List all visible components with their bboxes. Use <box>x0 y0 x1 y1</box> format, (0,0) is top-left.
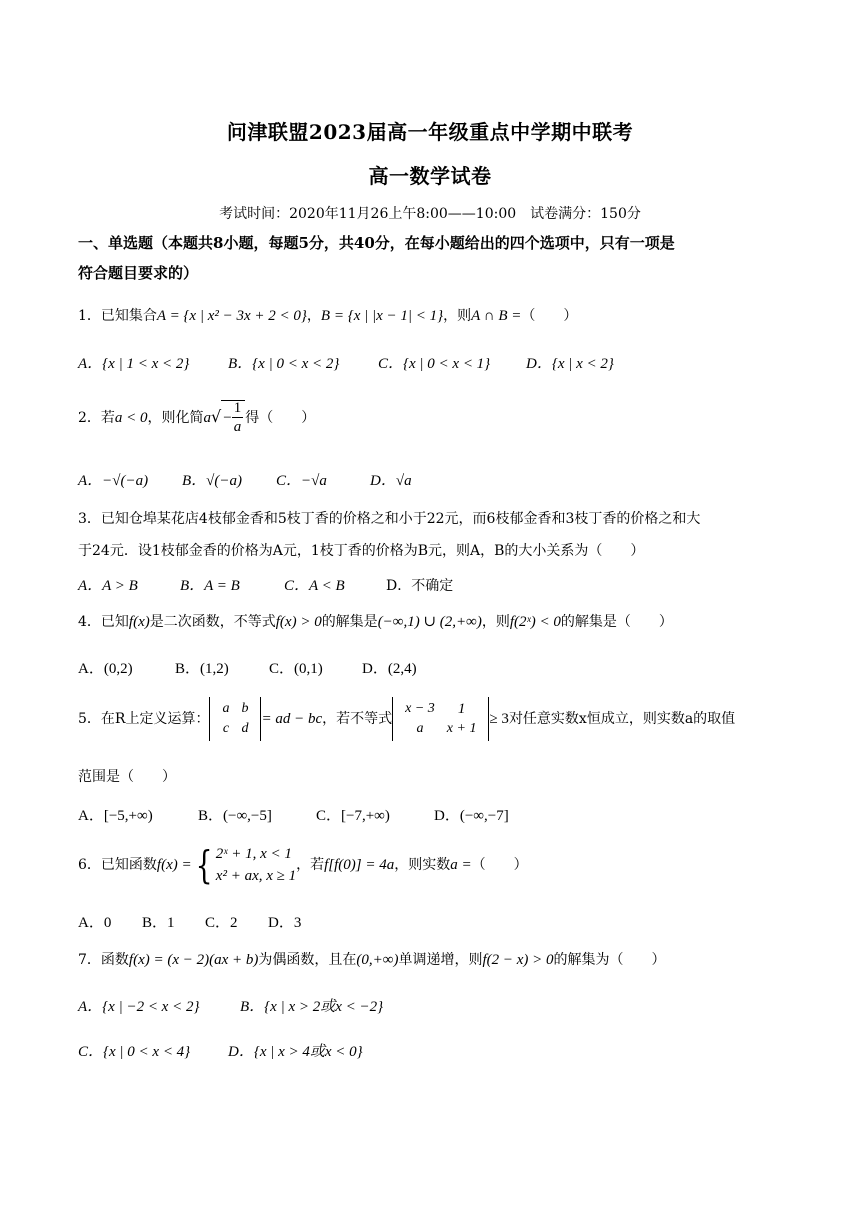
q7-mid1: 为偶函数，且在 <box>258 952 357 968</box>
q4-option-a: A．(0,2) <box>78 661 133 677</box>
q7-option-d: D．{x | x > 4或x < 0} <box>228 1044 363 1060</box>
det-ineq-11: x − 3 <box>405 701 435 716</box>
q4-solution-set: (−∞,1) ∪ (2,+∞) <box>377 614 482 630</box>
question-7-stem <box>78 949 788 969</box>
q5-mid: ，若不等式 <box>322 711 393 727</box>
q4-ask: f(2ˣ) < 0 <box>509 614 561 630</box>
det-ineq-21: a <box>416 721 424 736</box>
q6-case1: 2ˣ + 1, x < 1 <box>215 846 292 862</box>
q7-fx: f(x) = (x − 2)(ax + b) <box>128 952 259 968</box>
q6-mid: ，若 <box>296 857 325 873</box>
q5-determinant-definition <box>209 697 261 741</box>
question-4-options <box>78 657 788 678</box>
q6-option-d: D．3 <box>268 915 302 931</box>
q3-option-b: B．A = B <box>180 578 240 594</box>
question-3-line1: 3．已知仓埠某花店4枝郁金香和5枝丁香的价格之和小于22元，而6枝郁金香和3枝丁香的价格之和大 <box>78 511 701 527</box>
q2-mid: ，则化简 <box>147 410 204 426</box>
q4-mid1: 是二次函数，不等式 <box>149 614 276 630</box>
q5-determinant-inequality <box>392 697 489 741</box>
det-def-b: b <box>241 701 249 716</box>
q7-ask: f(2 − x) > 0 <box>482 952 554 968</box>
q5-option-d: D．(−∞,−7] <box>434 808 509 824</box>
q6-prefix: 6．已知函数 <box>78 857 157 873</box>
q2-suffix: 得（ ） <box>245 410 316 426</box>
question-6-options <box>78 911 788 932</box>
q1-option-d: D．{x | x < 2} <box>526 356 614 372</box>
exam-subtitle: 高一数学试卷 <box>368 164 492 188</box>
question-6-stem <box>78 843 788 887</box>
question-5-options <box>78 804 788 825</box>
q2-option-b: B．√(−a) <box>182 473 243 489</box>
q4-suffix: 的解集是（ ） <box>560 614 673 630</box>
question-4-stem <box>78 611 788 631</box>
q2-option-d: D．√a <box>370 473 412 489</box>
question-5-line2: 范围是（ ） <box>78 769 176 785</box>
exam-title: 问津联盟2023届高一年级重点中学期中联考 <box>226 120 634 144</box>
section-heading <box>78 228 786 288</box>
q6-fx: f(x) = <box>156 857 192 873</box>
q5-def-rhs: = ad − bc <box>261 711 323 727</box>
q4-ineq: f(x) > 0 <box>275 614 322 630</box>
q6-option-a: A．0 <box>78 915 112 931</box>
q4-option-d: D．(2,4) <box>362 661 417 677</box>
question-2-options <box>78 469 788 490</box>
q1-option-b: B．{x | 0 < x < 2} <box>228 356 340 372</box>
question-7-options-row1 <box>78 995 788 1016</box>
q6-ask: a = <box>450 857 472 873</box>
q1-paren: （ ） <box>521 308 578 324</box>
q1-set-a: A = {x | x² − 3x + 2 < 0} <box>156 308 307 324</box>
q1-option-a: A．{x | 1 < x < 2} <box>78 356 190 372</box>
q6-cond: f[f(0)] = 4a <box>324 857 395 873</box>
question-5-stem <box>78 697 788 741</box>
q5-option-a: A．[−5,+∞) <box>78 808 153 824</box>
q7-mid2: 单调递增，则 <box>398 952 483 968</box>
q5-prefix: 5．在R上定义运算： <box>78 711 210 727</box>
q2-prefix: 2．若 <box>78 410 115 426</box>
q4-mid2: 的解集是 <box>321 614 378 630</box>
q3-option-a: A．A > B <box>78 578 138 594</box>
q3-option-d: D．不确定 <box>386 578 454 594</box>
question-3-line2: 于24元．设1枝郁金香的价格为A元，1枝丁香的价格为B元，则A，B的大小关系为（ ） <box>78 543 645 559</box>
q6-option-b: B．1 <box>142 915 175 931</box>
q7-prefix: 7．函数 <box>78 952 129 968</box>
q5-option-b: B．(−∞,−5] <box>198 808 272 824</box>
q4-fx: f(x) <box>128 614 150 630</box>
q2-option-c: C．−√a <box>276 473 327 489</box>
q2-option-a: A．−√(−a) <box>78 473 149 489</box>
det-ineq-12: 1 <box>457 701 466 717</box>
q7-option-b: B．{x | x > 2或x < −2} <box>240 999 384 1015</box>
q5-suffix: 对任意实数x恒成立，则实数a的取值 <box>508 711 736 727</box>
det-def-d: d <box>241 721 249 736</box>
q2-radicand: − $\frac{1}{a}$ <box>221 400 245 435</box>
q5-ineq-rhs: ≥ 3 <box>489 711 509 727</box>
q7-suffix: 的解集为（ ） <box>553 952 666 968</box>
question-1-stem <box>78 305 788 325</box>
question-3-options <box>78 574 788 595</box>
exam-info: 考试时间：2020年11月26上午8:00——10:00 试卷满分：150分 <box>219 206 641 222</box>
q6-case2: x² + ax, x ≥ 1 <box>215 868 297 884</box>
q1-option-c: C．{x | 0 < x < 1} <box>378 356 491 372</box>
det-def-c: c <box>222 721 230 736</box>
question-1-options <box>78 352 788 373</box>
q4-option-c: C．(0,1) <box>269 661 323 677</box>
q6-option-c: C．2 <box>205 915 238 931</box>
q5-option-c: C．[−7,+∞) <box>316 808 390 824</box>
det-def-a: a <box>222 701 230 716</box>
q1-ask: A ∩ B = <box>471 308 522 324</box>
q2-frac-den: a <box>233 419 242 435</box>
q1-set-b: B = {x | |x − 1| < 1} <box>320 308 444 324</box>
q1-prefix: 1．已知集合 <box>78 308 157 324</box>
q7-option-c: C．{x | 0 < x < 4} <box>78 1044 191 1060</box>
question-7-options-row2 <box>78 1040 788 1061</box>
q7-interval: (0,+∞) <box>356 952 399 968</box>
q3-option-c: C．A < B <box>284 578 345 594</box>
q1-sep: ， <box>306 308 321 324</box>
question-2-stem <box>78 400 788 435</box>
q2-coef: a <box>203 410 212 426</box>
q6-suffix: ，则实数 <box>394 857 451 873</box>
q2-cond: a < 0 <box>114 410 148 426</box>
q6-paren: （ ） <box>471 857 528 873</box>
section-heading-line2: 符合题目要求的） <box>78 264 199 282</box>
q2-frac-num: 1 <box>233 400 242 416</box>
q4-mid3: ，则 <box>481 614 510 630</box>
det-ineq-22: x + 1 <box>446 721 477 736</box>
section-heading-line1: 一、单选题（本题共8小题，每题5分，共40分，在每小题给出的四个选项中，只有一项是 <box>78 234 675 252</box>
radical-sign-icon: √ <box>211 407 222 426</box>
q4-prefix: 4．已知 <box>78 614 129 630</box>
q7-option-a: A．{x | −2 < x < 2} <box>78 999 200 1015</box>
q1-mid: ，则 <box>443 308 472 324</box>
q2-fraction <box>232 401 244 435</box>
q4-option-b: B．(1,2) <box>175 661 229 677</box>
q6-piecewise <box>192 843 297 887</box>
left-brace-icon: { <box>195 843 213 887</box>
